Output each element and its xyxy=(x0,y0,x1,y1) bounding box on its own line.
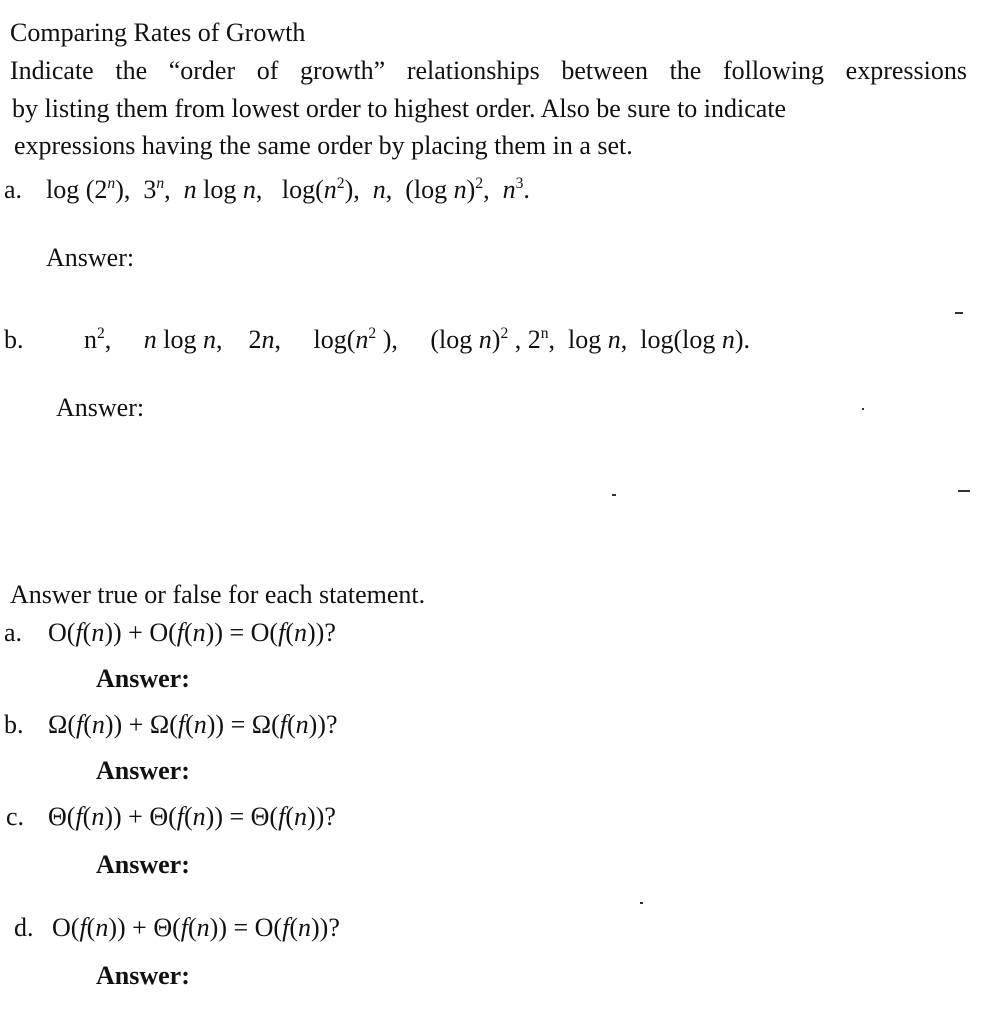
statement-a: O(f(n)) + O(f(n)) = O(f(n))? xyxy=(48,618,336,647)
instruction-line-1: Indicate the “order of growth” relationships between the following expressions xyxy=(10,56,967,85)
scan-mark xyxy=(640,902,643,904)
scan-mark xyxy=(958,490,970,492)
section2-instruction: Answer true or false for each statement. xyxy=(10,580,426,609)
scan-mark xyxy=(612,494,616,496)
statement-b-label: b. xyxy=(4,710,24,739)
scan-mark xyxy=(955,312,963,314)
instruction-line-3: expressions having the same order by placing them in a set. xyxy=(14,131,633,160)
statement-d-label: d. xyxy=(14,913,34,942)
scan-mark xyxy=(862,408,864,410)
item-a-label: a. xyxy=(4,175,23,204)
instruction-line-2: by listing them from lowest order to highest order. Also be sure to indicate xyxy=(12,94,787,123)
item-b-answer: Answer: xyxy=(56,393,145,422)
statement-c-label: c. xyxy=(6,802,25,831)
statement-d: O(f(n)) + Θ(f(n)) = O(f(n))? xyxy=(52,913,340,942)
item-a-answer: Answer: xyxy=(46,243,135,272)
item-b-label: b. xyxy=(4,325,24,354)
statement-d-answer: Answer: xyxy=(96,961,190,990)
item-b-expressions: $n^2$, n log n, 2n, $\log(n^2$ ), (log n)$^2$ , 2$^n$, log n, log(log n). xyxy=(84,324,751,354)
section-title: Comparing Rates of Growth xyxy=(10,18,306,47)
statement-b-answer: Answer: xyxy=(96,756,190,785)
statement-c: Θ(f(n)) + Θ(f(n)) = Θ(f(n))? xyxy=(48,802,336,831)
statement-b: Ω(f(n)) + Ω(f(n)) = Ω(f(n))? xyxy=(48,710,338,739)
statement-a-answer: Answer: xyxy=(96,664,190,693)
item-a-expressions: log (2$^n$), 3$^n$, n log n, $\log(n^2)$, n, (log n)$^2$, $n^3$. xyxy=(46,174,530,204)
statement-a-label: a. xyxy=(4,618,23,647)
statement-c-answer: Answer: xyxy=(96,850,190,879)
